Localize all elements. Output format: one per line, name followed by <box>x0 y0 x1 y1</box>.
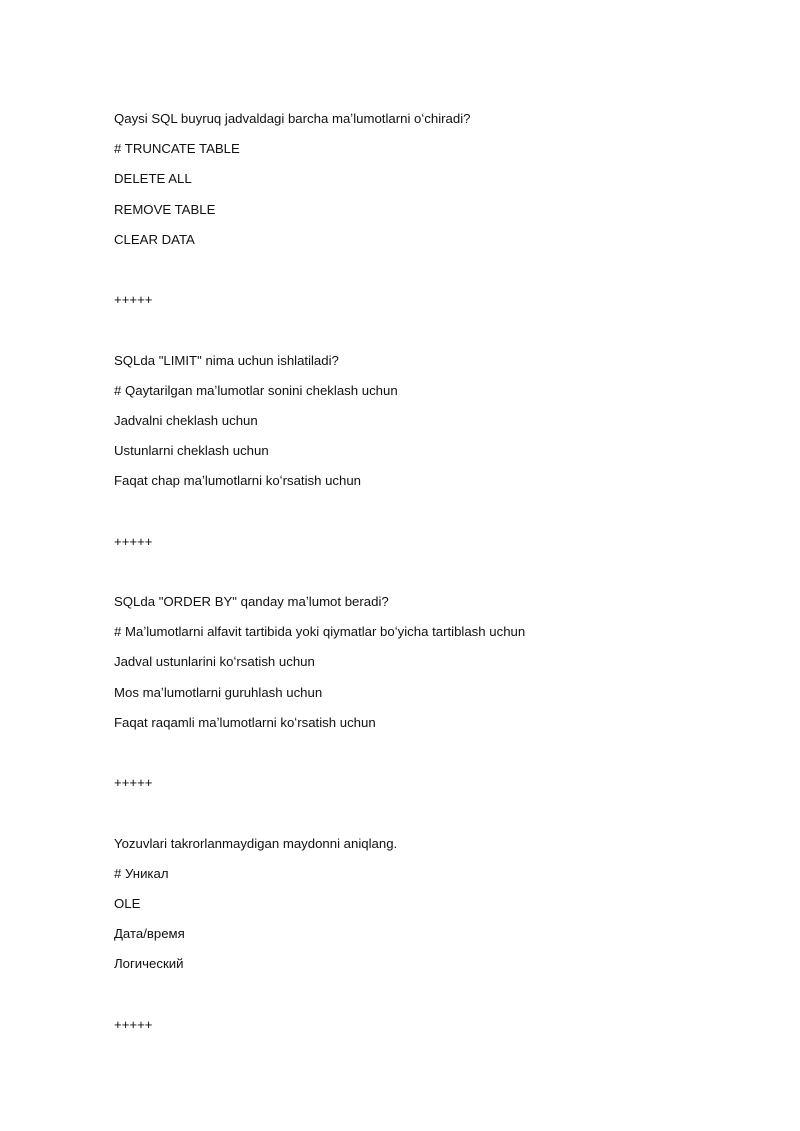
question-separator: +++++ <box>114 1016 153 1032</box>
question-block-3 <box>114 587 754 829</box>
answer-option: Mos maʼlumotlarni guruhlash uchun <box>114 684 323 700</box>
question-text: SQLda "LIMIT" nima uchun ishlatiladi? <box>114 352 339 368</box>
question-separator: +++++ <box>114 533 153 549</box>
answer-option-correct: # Maʼlumotlarni alfavit tartibida yoki qiymatlar boʻyicha tartiblash uchun <box>114 624 526 640</box>
question-text: SQLda "ORDER BY" qanday maʼlumot beradi? <box>114 594 389 609</box>
answer-option: Ustunlarni cheklash uchun <box>114 443 269 459</box>
question-block-1 <box>114 104 754 346</box>
question-text: Yozuvlari takrorlanmaydigan maydonni aniqlang. <box>114 835 398 851</box>
question-separator: +++++ <box>114 292 153 308</box>
document-page <box>114 104 754 1040</box>
answer-option: Дата/время <box>114 926 185 942</box>
question-block-4 <box>114 829 754 1040</box>
answer-option: CLEAR DATA <box>114 231 195 247</box>
answer-option-correct: # Уникал <box>114 865 169 881</box>
answer-option: Faqat raqamli maʼlumotlarni koʻrsatish uchun <box>114 714 376 730</box>
answer-option: OLE <box>114 895 141 911</box>
question-text: Qaysi SQL buyruq jadvaldagi barcha maʼlumotlarni oʻchiradi? <box>114 111 471 126</box>
answer-option: DELETE ALL <box>114 171 192 187</box>
answer-option: Jadval ustunlarini koʻrsatish uchun <box>114 654 315 670</box>
answer-option-correct: # TRUNCATE TABLE <box>114 141 240 157</box>
answer-option: Faqat chap maʼlumotlarni koʻrsatish uchun <box>114 473 362 489</box>
answer-option-correct: # Qaytarilgan maʼlumotlar sonini cheklash uchun <box>114 382 398 398</box>
question-block-2 <box>114 346 754 588</box>
answer-option: Jadvalni cheklash uchun <box>114 412 258 428</box>
answer-option: REMOVE TABLE <box>114 201 216 217</box>
answer-option: Логический <box>114 956 184 972</box>
question-separator: +++++ <box>114 775 153 791</box>
